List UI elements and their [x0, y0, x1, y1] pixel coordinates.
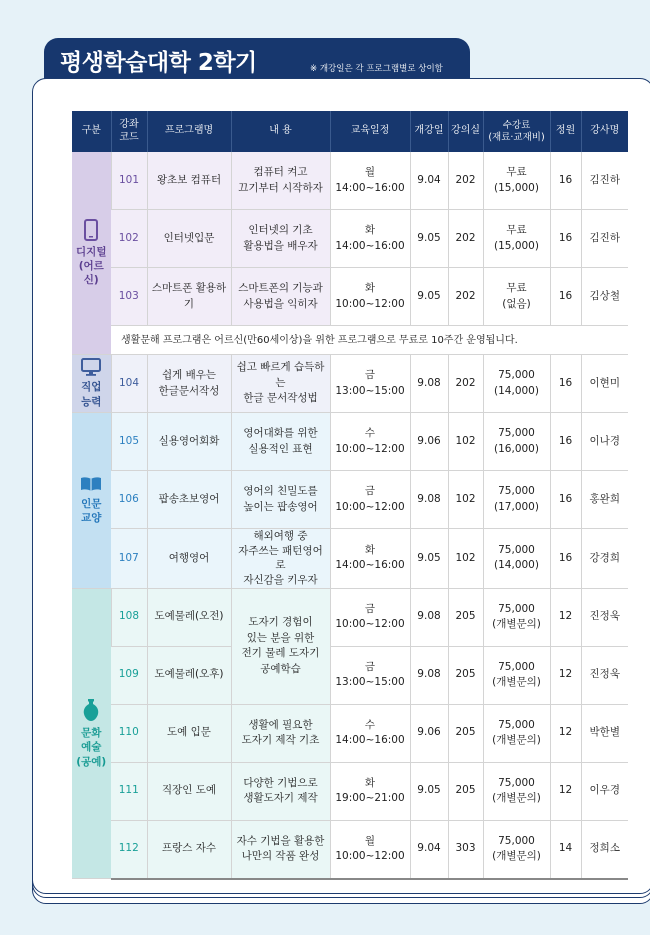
fee: 75,000 (17,000) — [483, 471, 550, 529]
course-code: 104 — [111, 355, 147, 413]
col-header-start: 개강일 — [410, 111, 448, 152]
course-code: 105 — [111, 413, 147, 471]
category-label: 직업 능력 — [81, 381, 102, 408]
category-job — [72, 355, 111, 413]
page-title: 평생학습대학 2학기 — [60, 50, 257, 76]
start-date: 9.06 — [410, 413, 448, 471]
fee: 75,000 (개별문의) — [483, 762, 550, 820]
fee: 75,000 (개별문의) — [483, 820, 550, 879]
program-name: 스마트폰 활용하기 — [147, 268, 231, 326]
monitor-icon — [81, 358, 101, 376]
start-date: 9.04 — [410, 820, 448, 879]
course-code: 107 — [111, 529, 147, 589]
phone-icon — [84, 219, 98, 241]
program-content: 다양한 기법으로 생활도자기 제작 — [231, 762, 330, 820]
room: 202 — [448, 268, 483, 326]
room: 202 — [448, 210, 483, 268]
fee: 75,000 (16,000) — [483, 413, 550, 471]
fee: 75,000 (개별문의) — [483, 646, 550, 704]
course-code: 102 — [111, 210, 147, 268]
room: 102 — [448, 529, 483, 589]
col-header-room: 강의실 — [448, 111, 483, 152]
start-date: 9.08 — [410, 588, 448, 646]
course-code: 110 — [111, 704, 147, 762]
capacity: 12 — [550, 762, 581, 820]
instructor: 이우경 — [581, 762, 628, 820]
room: 102 — [448, 413, 483, 471]
category-digital — [72, 152, 111, 355]
table-row — [72, 210, 628, 268]
room: 202 — [448, 152, 483, 210]
col-header-instructor: 강사명 — [581, 111, 628, 152]
instructor: 김상철 — [581, 268, 628, 326]
fee: 75,000 (14,000) — [483, 355, 550, 413]
course-code: 103 — [111, 268, 147, 326]
program-content: 생활에 필요한 도자기 제작 기초 — [231, 704, 330, 762]
program-name: 실용영어회화 — [147, 413, 231, 471]
capacity: 16 — [550, 210, 581, 268]
schedule: 화 14:00~16:00 — [330, 210, 410, 268]
instructor: 정희소 — [581, 820, 628, 879]
capacity: 12 — [550, 704, 581, 762]
table-row — [72, 762, 628, 820]
capacity: 12 — [550, 588, 581, 646]
col-header-category: 구분 — [72, 111, 111, 152]
category-humanities — [72, 413, 111, 589]
table-row — [72, 471, 628, 529]
room: 303 — [448, 820, 483, 879]
course-code: 109 — [111, 646, 147, 704]
start-date: 9.08 — [410, 355, 448, 413]
category-arts — [72, 588, 111, 879]
fee: 75,000 (14,000) — [483, 529, 550, 589]
start-date: 9.05 — [410, 762, 448, 820]
program-name: 팝송초보영어 — [147, 471, 231, 529]
program-content: 스마트폰의 기능과 사용법을 익히자 — [231, 268, 330, 326]
start-date: 9.04 — [410, 152, 448, 210]
capacity: 16 — [550, 529, 581, 589]
opening-date-note: ※ 개강일은 각 프로그램별로 상이함 — [310, 64, 443, 74]
start-date: 9.08 — [410, 646, 448, 704]
capacity: 16 — [550, 152, 581, 210]
instructor: 진정욱 — [581, 588, 628, 646]
program-name: 인터넷입문 — [147, 210, 231, 268]
start-date: 9.06 — [410, 704, 448, 762]
instructor: 이현미 — [581, 355, 628, 413]
program-content: 해외여행 중 자주쓰는 패턴영어로 자신감을 키우자 — [231, 529, 330, 589]
program-content: 도자기 경험이 있는 분을 위한 전기 물레 도자기 공예학습 — [231, 588, 330, 704]
capacity: 16 — [550, 413, 581, 471]
schedule: 금 10:00~12:00 — [330, 588, 410, 646]
program-name: 도예 입문 — [147, 704, 231, 762]
program-name: 도예물레(오전) — [147, 588, 231, 646]
category-label: 문화 예술 (공예) — [76, 727, 107, 768]
table-row — [72, 413, 628, 471]
schedule: 수 10:00~12:00 — [330, 413, 410, 471]
program-name: 쉽게 배우는 한글문서작성 — [147, 355, 231, 413]
table-row — [72, 529, 628, 589]
instructor: 박한별 — [581, 704, 628, 762]
instructor: 김진하 — [581, 152, 628, 210]
course-table — [72, 111, 628, 880]
course-code: 106 — [111, 471, 147, 529]
fee: 무료 (15,000) — [483, 210, 550, 268]
program-content: 영어의 친밀도를 높이는 팝송영어 — [231, 471, 330, 529]
col-header-schedule: 교육일정 — [330, 111, 410, 152]
course-code: 112 — [111, 820, 147, 879]
program-content: 인터넷의 기초 활용법을 배우자 — [231, 210, 330, 268]
program-name: 직장인 도예 — [147, 762, 231, 820]
digital-note: 생활문해 프로그램은 어르신(만60세이상)을 위한 프로그램으로 무료로 10주간 운영됩니다. — [111, 326, 628, 355]
table-row — [72, 152, 628, 210]
book-icon — [80, 475, 102, 493]
start-date: 9.05 — [410, 210, 448, 268]
room: 205 — [448, 646, 483, 704]
capacity: 12 — [550, 646, 581, 704]
program-name: 도예물레(오후) — [147, 646, 231, 704]
start-date: 9.05 — [410, 529, 448, 589]
room: 102 — [448, 471, 483, 529]
col-header-program: 프로그램명 — [147, 111, 231, 152]
table-row — [72, 588, 628, 646]
schedule: 금 13:00~15:00 — [330, 646, 410, 704]
instructor: 이나경 — [581, 413, 628, 471]
capacity: 14 — [550, 820, 581, 879]
table-row — [72, 268, 628, 326]
room: 202 — [448, 355, 483, 413]
fee: 무료 (없음) — [483, 268, 550, 326]
room: 205 — [448, 762, 483, 820]
table-row — [72, 704, 628, 762]
start-date: 9.08 — [410, 471, 448, 529]
schedule: 월 10:00~12:00 — [330, 820, 410, 879]
course-code: 108 — [111, 588, 147, 646]
course-code: 111 — [111, 762, 147, 820]
program-content: 자수 기법을 활용한 나만의 작품 완성 — [231, 820, 330, 879]
program-name: 왕초보 컴퓨터 — [147, 152, 231, 210]
fee: 75,000 (개별문의) — [483, 588, 550, 646]
col-header-code: 강좌 코드 — [111, 111, 147, 152]
instructor: 김진하 — [581, 210, 628, 268]
fee: 무료 (15,000) — [483, 152, 550, 210]
schedule: 금 13:00~15:00 — [330, 355, 410, 413]
fee: 75,000 (개별문의) — [483, 704, 550, 762]
instructor: 강경희 — [581, 529, 628, 589]
table-row — [72, 646, 628, 704]
start-date: 9.05 — [410, 268, 448, 326]
program-name: 여행영어 — [147, 529, 231, 589]
schedule: 화 14:00~16:00 — [330, 529, 410, 589]
room: 205 — [448, 704, 483, 762]
vase-icon — [82, 698, 100, 722]
schedule: 화 19:00~21:00 — [330, 762, 410, 820]
course-code: 101 — [111, 152, 147, 210]
capacity: 16 — [550, 471, 581, 529]
table-row — [72, 820, 628, 879]
schedule: 금 10:00~12:00 — [330, 471, 410, 529]
program-content: 컴퓨터 켜고 끄기부터 시작하자 — [231, 152, 330, 210]
category-label: 디지털 (어르신) — [76, 245, 107, 287]
col-header-capacity: 정원 — [550, 111, 581, 152]
program-content: 영어대화를 위한 실용적인 표현 — [231, 413, 330, 471]
category-label: 인문 교양 — [81, 498, 102, 525]
table-row — [72, 355, 628, 413]
instructor: 진정욱 — [581, 646, 628, 704]
schedule: 월 14:00~16:00 — [330, 152, 410, 210]
schedule: 수 14:00~16:00 — [330, 704, 410, 762]
capacity: 16 — [550, 268, 581, 326]
program-content: 쉽고 빠르게 습득하는 한글 문서작성법 — [231, 355, 330, 413]
table-header-row — [72, 111, 628, 152]
col-header-content: 내 용 — [231, 111, 330, 152]
col-header-fee: 수강료 (재료·교재비) — [483, 111, 550, 152]
room: 205 — [448, 588, 483, 646]
capacity: 16 — [550, 355, 581, 413]
program-name: 프랑스 자수 — [147, 820, 231, 879]
schedule: 화 10:00~12:00 — [330, 268, 410, 326]
digital-note-row — [72, 326, 628, 355]
instructor: 홍완희 — [581, 471, 628, 529]
